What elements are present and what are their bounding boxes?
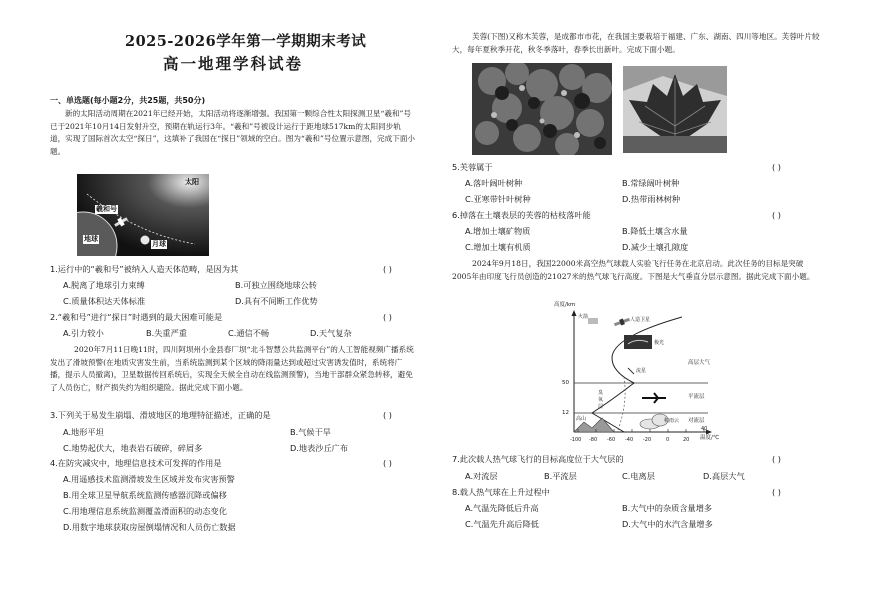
q2-option-d[interactable]: D.天气复杂 [310,328,352,338]
xtick-m60: -60 [607,437,616,443]
q1-option-b[interactable]: B.可独立围绕地球公转 [235,280,317,290]
label-earth: 地球 [84,235,98,243]
xtick-20: 20 [683,437,690,443]
figure-atmosphere-layers [554,302,734,444]
xtick-40: 40 [701,426,708,432]
q8-option-a[interactable]: A.气温先降低后升高 [465,503,539,513]
q8-option-c[interactable]: C.气温先升高后降低 [465,519,539,529]
q3-option-b[interactable]: B.气候干旱 [290,427,331,437]
passage-4: 2024年9月18日，我国22000米高空热气球载人实验飞行任务在北京启动。此次任务的目标是突破2005年由印度飞行员创造的21027米的热气球飞行高度。下图是大气垂直分层示意图。据此完成下面小题。 [452,259,815,281]
label-sun: 太阳 [185,178,199,186]
q7-answer-blank[interactable]: ( ) [772,454,781,464]
q3-stem: 3.下列关于易发生崩塌、滑坡地区的地理特征描述，正确的是 [50,410,271,420]
label-stratosphere: 平流层 [688,394,705,400]
q6-option-b[interactable]: B.降低土壤含水量 [622,226,688,236]
q1-stem: 1.运行中的“羲和号”被纳入人造天体范畴，是因为其 [50,264,239,274]
q7-option-b[interactable]: B.平流层 [544,471,577,481]
q4-option-d[interactable]: D.用数字地球获取房屋倒塌情况和人员伤亡数据 [63,522,236,532]
q3-option-d[interactable]: D.地表沙丘广布 [290,443,349,453]
q6-option-d[interactable]: D.减少土壤孔隙度 [622,242,689,252]
label-moon: 月球 [152,240,166,248]
q6-option-c[interactable]: C.增加土壤有机质 [465,242,531,252]
q1-answer-blank[interactable]: ( ) [383,264,392,274]
section-heading: 一、单选题(每小题2分，共25题，共50分) [50,96,206,105]
q8-option-d[interactable]: D.大气中的水汽含量增多 [622,519,713,529]
q8-answer-blank[interactable]: ( ) [772,487,781,497]
xtick-m40: -40 [625,437,634,443]
q2-answer-blank[interactable]: ( ) [383,312,392,322]
figure-xihe-position [77,174,209,256]
q7-stem: 7.此次载人热气球飞行的目标高度位于大气层的 [452,454,624,464]
q5-option-c[interactable]: C.亚寒带针叶树种 [465,194,531,204]
passage-3: 芙蓉(下图)又称木芙蓉，是成都市市花，在我国主要栽培于福建、广东、湖南、四川等地区。芙蓉叶片较大，每年夏秋季开花，秋冬季落叶，春季长出新叶。完成下面小题。 [452,32,820,54]
q5-option-d[interactable]: D.热带雨林树种 [622,194,681,204]
photo-hibiscus-leaf [623,66,727,153]
label-satellite: 人造卫星 [630,317,651,323]
q3-option-c[interactable]: C.地势起伏大，地表岩石破碎，碎屑多 [63,443,203,453]
photo-hibiscus-tree [472,63,612,155]
q8-option-b[interactable]: B.大气中的杂质含量增多 [622,503,713,513]
label-ozone-1: 臭 [598,390,604,396]
q7-option-d[interactable]: D.高层大气 [703,471,745,481]
q4-option-b[interactable]: B.用全球卫星导航系统监测传感器沉降或偏移 [63,490,227,500]
label-aurora: 极光 [654,340,665,346]
q1-option-c[interactable]: C.质量体积达天体标准 [63,296,146,306]
q2-option-b[interactable]: B.失重严重 [146,328,187,338]
label-troposphere: 对流层 [688,418,705,424]
q7-option-c[interactable]: C.电离层 [622,471,655,481]
q2-stem: 2.“羲和号”进行“探日”时遇到的最大困难可能是 [50,312,223,322]
exam-subtitle: 高一地理学科试卷 [163,54,304,73]
q6-stem: 6.掉落在土壤表层的芙蓉的枯枝落叶能 [452,210,591,220]
label-ozone-3: 层 [598,404,604,410]
label-meteor: 流星 [636,368,647,374]
xtick-m100: -100 [570,437,582,443]
q3-option-a[interactable]: A.地形平坦 [63,427,104,437]
passage-2: 2020年7月11日晚11时，四川阿坝州小金县春厂坝“北斗智慧公共监测平台”的人工智能视频广播系统发出了滑坡预警(在地质灾害发生前，当系统监测到某个区域的降雨量达到或超过灾害诱发值时，系统将广播，提示人员撤离)，卫星数据传回系统后，实现全天候全自动在线监测预警)，当地干部群众紧急转移，避免了人员伤亡，财产损失约为组织避险。据此完成下面小题。 [50,345,414,392]
q7-option-a[interactable]: A.对流层 [465,471,498,481]
axis-label-height: 高度/km [554,302,576,308]
label-upper-atmosphere: 高层大气 [688,360,711,366]
label-rocket: 火箭 [578,314,589,320]
q1-option-a[interactable]: A.脱离了地球引力束缚 [63,280,145,290]
q6-option-a[interactable]: A.增加土壤矿物质 [465,226,531,236]
q5-answer-blank[interactable]: ( ) [772,162,781,172]
ytick-50: 50 [562,380,569,386]
label-ozone-2: 氧 [598,397,604,403]
label-mountain: 高山 [576,416,587,422]
ytick-12: 12 [562,410,569,416]
q8-stem: 8.载人热气球在上升过程中 [452,487,550,497]
q4-answer-blank[interactable]: ( ) [383,458,392,468]
q4-option-c[interactable]: C.用地理信息系统监测覆盖滑面积的动态变化 [63,506,227,516]
xtick-0: 0 [666,437,670,443]
xtick-m20: -20 [643,437,652,443]
q4-stem: 4.在防灾减灾中，地理信息技术可发挥的作用是 [50,458,222,468]
q1-option-d[interactable]: D.具有不间断工作优势 [235,296,318,306]
q5-stem: 5.芙蓉属于 [452,162,493,172]
q5-option-b[interactable]: B.常绿阔叶树种 [622,178,680,188]
label-cloud: 积雨云 [664,418,680,424]
q4-option-a[interactable]: A.用遥感技术监测滑坡发生区域并发布灾害预警 [63,474,235,484]
exam-title: 2025-2026学年第一学期期末考试 [125,33,367,50]
q2-option-c[interactable]: C.通信不畅 [228,328,270,338]
label-xihe: 羲和号 [96,205,117,213]
q3-answer-blank[interactable]: ( ) [383,410,392,420]
q2-option-a[interactable]: A.引力较小 [63,328,104,338]
axis-label-temp: 温度/℃ [700,435,720,441]
passage-1: 新的太阳活动周期在2021年已经开始，太阳活动将逐渐增强。我国第一颗综合性太阳探测卫星“羲和”号已于2021年10月14日发射升空，预期在轨运行3年。“羲和”号被设计运行于距地球517km的太阳同步轨道，实现了国际首次太空“探日”，这填补了我国在“探日”领域的空白。图为“羲和”号位置示意图，完成下面小题。 [50,109,416,156]
q6-answer-blank[interactable]: ( ) [772,210,781,220]
q5-option-a[interactable]: A.落叶阔叶树种 [465,178,523,188]
xtick-m80: -80 [589,437,598,443]
